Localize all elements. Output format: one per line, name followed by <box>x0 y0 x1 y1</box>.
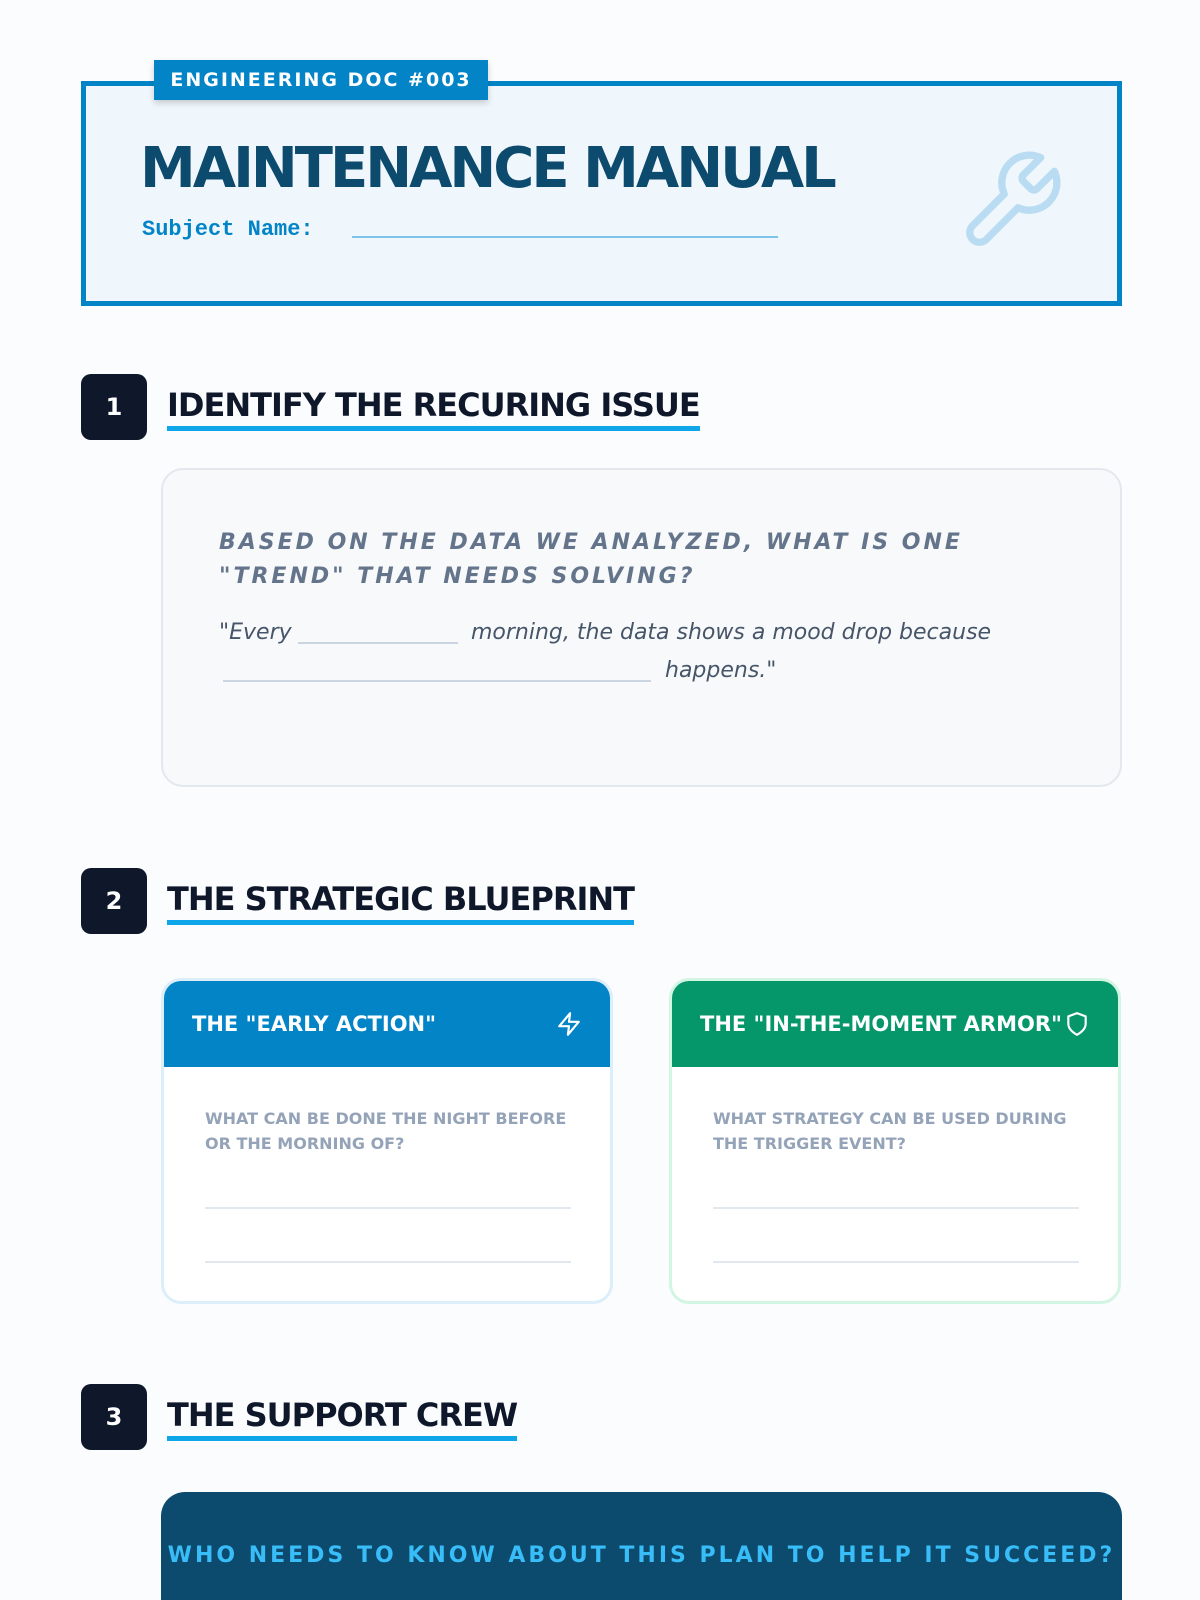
section-number-3: 3 <box>81 1384 147 1450</box>
prompt-text-part3: happens." <box>665 658 777 683</box>
section-title-3: THE SUPPORT CREW <box>167 1395 517 1441</box>
fill-blank-cause[interactable] <box>223 680 651 682</box>
armor-title: THE "IN-THE-MOMENT ARMOR" <box>700 1012 1062 1036</box>
prompt-text-part2: morning, the data shows a mood drop because <box>471 620 992 645</box>
prompt-text-part1: "Every <box>219 620 292 645</box>
wrench-icon <box>956 146 1066 256</box>
early-action-prompt: WHAT CAN BE DONE THE NIGHT BEFORE OR THE MORNING OF? <box>205 1109 567 1153</box>
early-action-card <box>161 978 613 1304</box>
section-number-2: 2 <box>81 868 147 934</box>
support-crew-question: WHO NEEDS TO KNOW ABOUT THIS PLAN TO HELP IT SUCCEED? <box>167 1543 1116 1568</box>
lightning-icon <box>556 1011 582 1037</box>
armor-answer-line-1[interactable] <box>713 1207 1079 1209</box>
subject-name-field[interactable] <box>352 236 778 238</box>
shield-icon <box>1064 1011 1090 1037</box>
fill-blank-day[interactable] <box>298 642 458 644</box>
doc-tag: ENGINEERING DOC #003 <box>154 60 488 100</box>
early-action-title: THE "EARLY ACTION" <box>192 1012 437 1036</box>
section-title-2: THE STRATEGIC BLUEPRINT <box>167 879 634 925</box>
section-title-1: IDENTIFY THE RECURING ISSUE <box>167 385 700 431</box>
armor-prompt: WHAT STRATEGY CAN BE USED DURING THE TRIGGER EVENT? <box>713 1109 1067 1153</box>
armor-card <box>669 978 1121 1304</box>
early-action-answer-line-1[interactable] <box>205 1207 571 1209</box>
early-action-answer-line-2[interactable] <box>205 1261 571 1263</box>
subject-name-label: Subject Name: <box>142 217 314 242</box>
issue-question: BASED ON THE DATA WE ANALYZED, WHAT IS ONE "TREND" THAT NEEDS SOLVING? <box>219 530 963 589</box>
issue-box <box>161 468 1122 787</box>
armor-header <box>672 981 1118 1067</box>
support-crew-box <box>161 1492 1122 1600</box>
page-title: MAINTENANCE MANUAL <box>140 136 834 201</box>
header-card <box>81 81 1122 306</box>
armor-answer-line-2[interactable] <box>713 1261 1079 1263</box>
early-action-header <box>164 981 610 1067</box>
section-number-1: 1 <box>81 374 147 440</box>
